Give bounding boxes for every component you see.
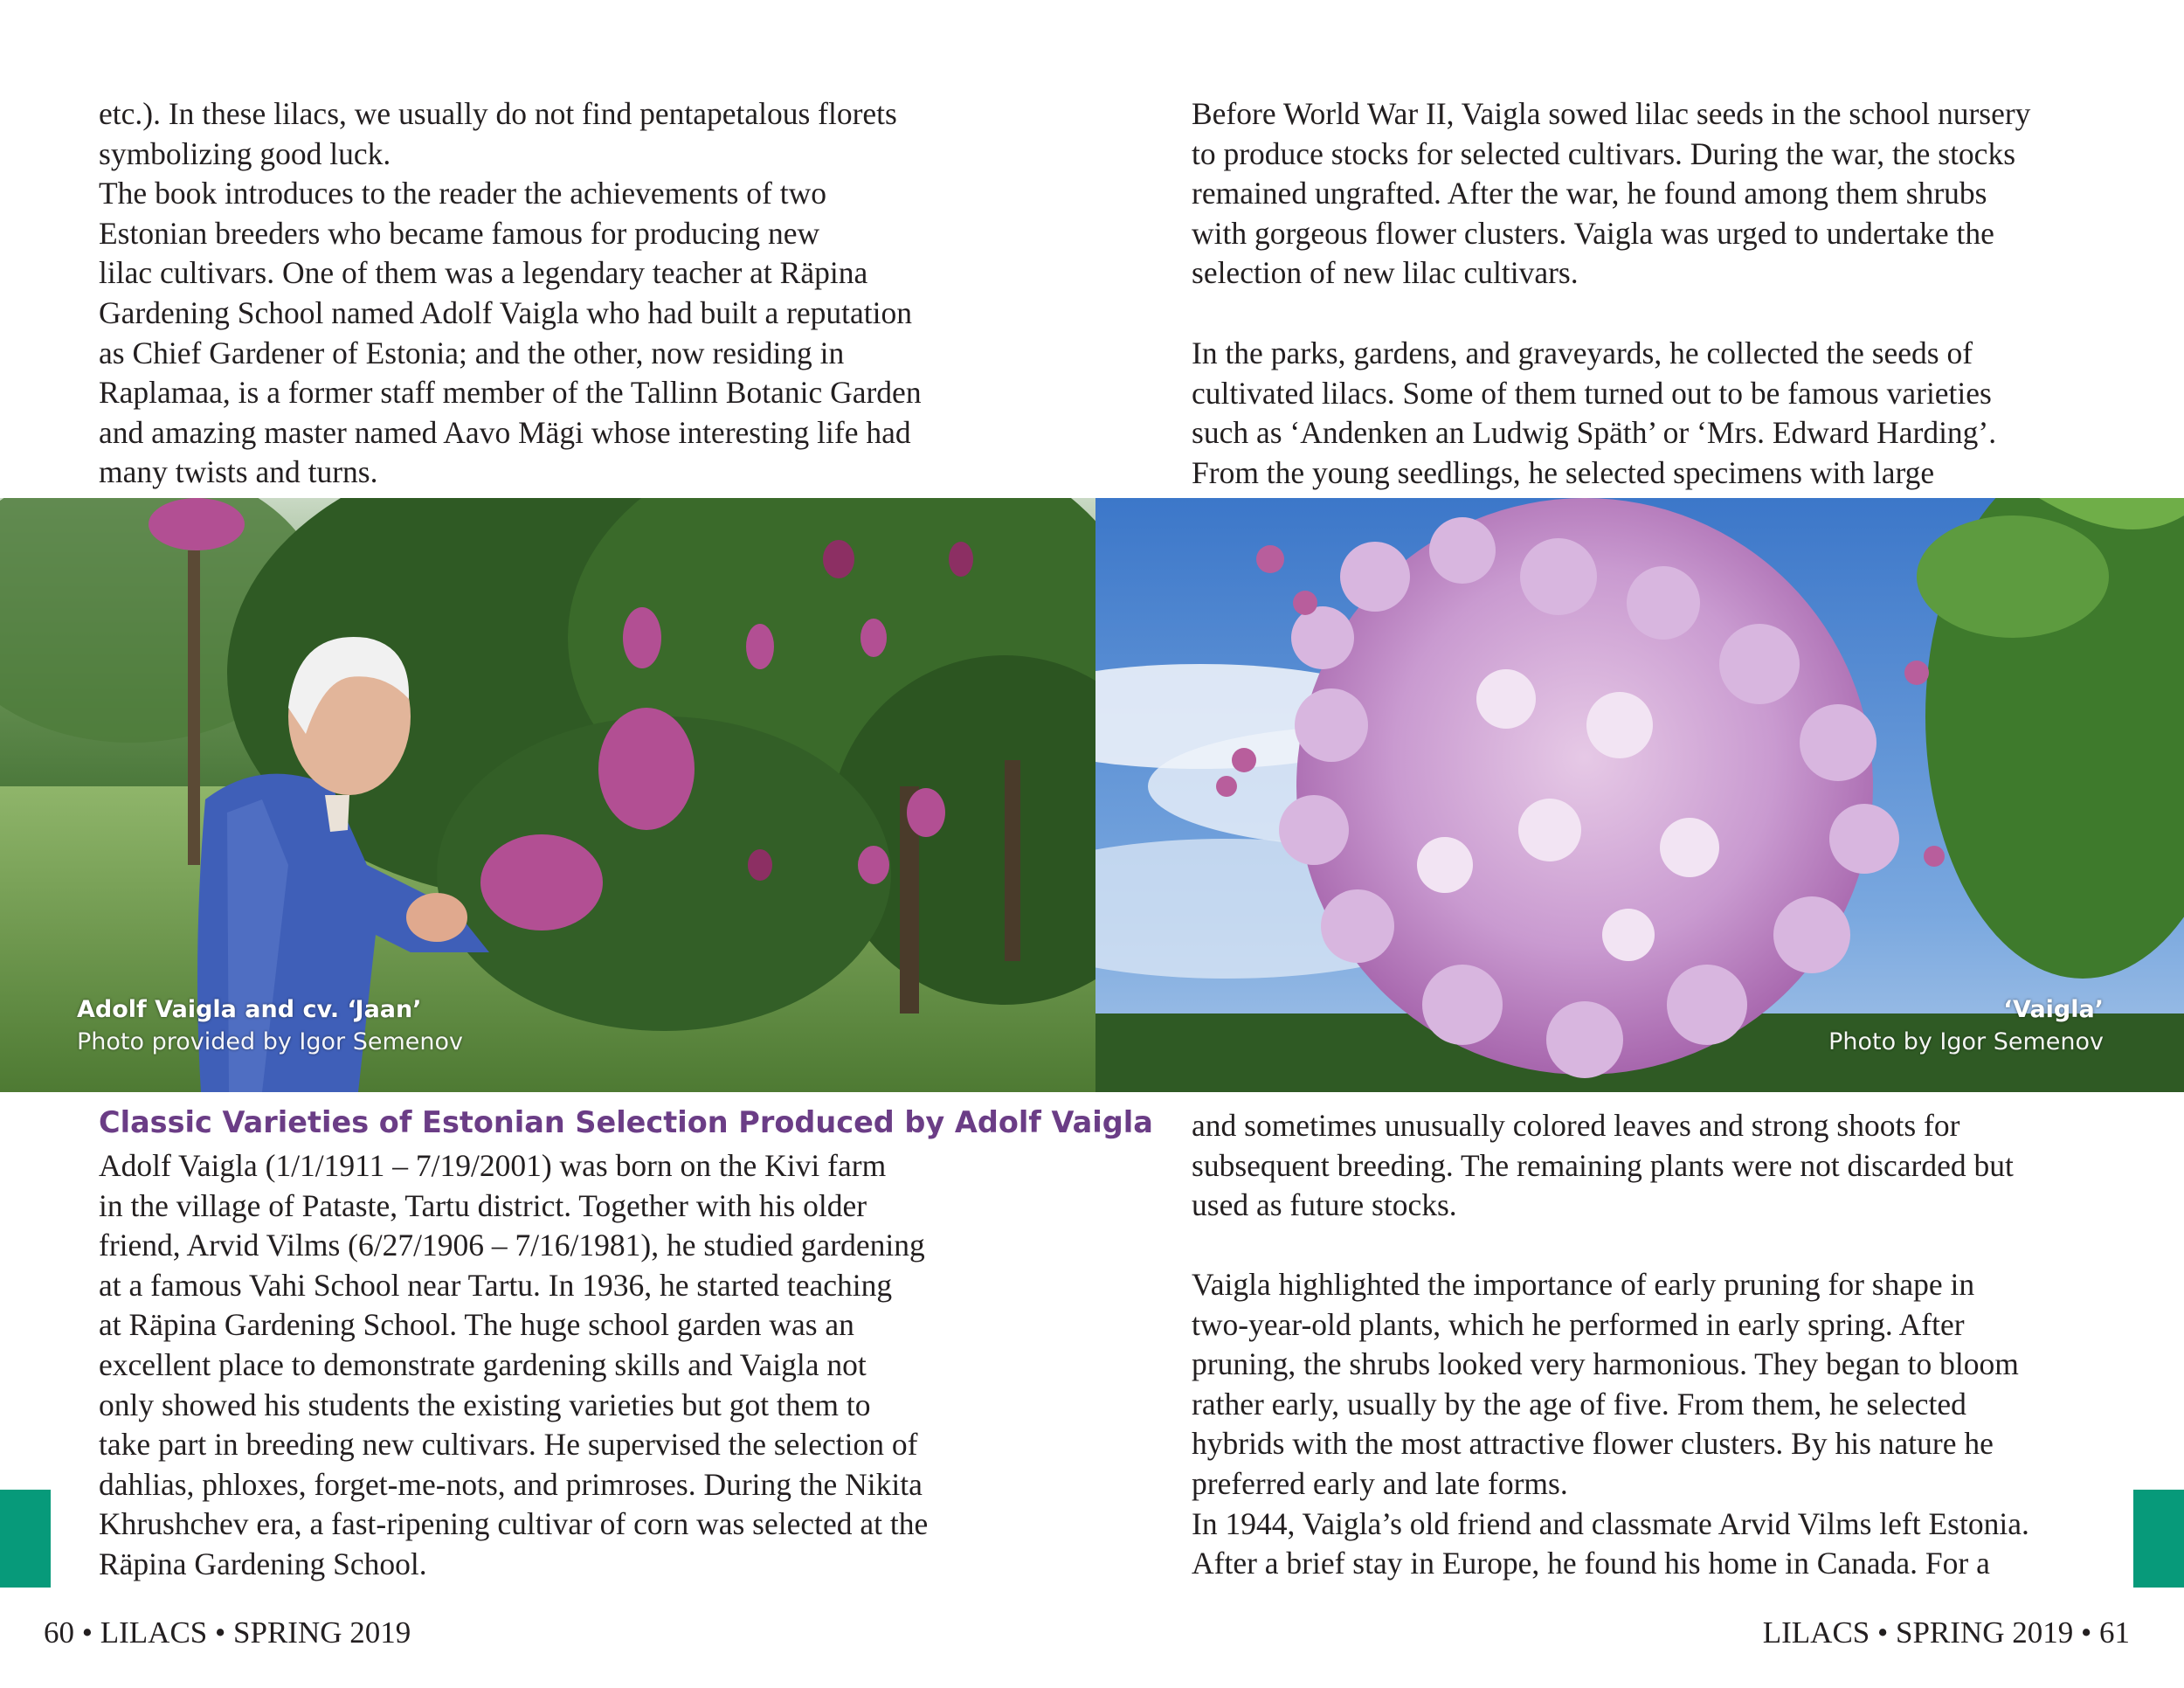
text-line: Khrushchev era, a fast-ripening cultivar of corn was selected at the [99,1506,929,1542]
caption-credit: Photo provided by Igor Semenov [77,1028,463,1055]
text-line: in the village of Pataste, Tartu district. Together with his older [99,1187,867,1223]
text-line: Gardening School named Adolf Vaigla who had built a reputation [99,294,913,330]
text-line: hybrids with the most attractive flower clusters. By his nature he [1192,1426,1994,1462]
text-line: take part in breeding new cultivars. He supervised the selection of [99,1427,918,1463]
right-bottom-paragraph-1 [1192,1106,2014,1226]
text-line: at a famous Vahi School near Tartu. In 1936, he started teaching [99,1267,893,1303]
text-line: Vaigla highlighted the importance of early pruning for shape in [1192,1267,1975,1302]
text-line: to produce stocks for selected cultivars. During the war, the stocks [1192,135,2016,171]
text-line: and amazing master named Aavo Mägi whose interesting life had [99,414,911,450]
text-line: only showed his students the existing varieties but got them to [99,1387,871,1422]
text-line: many twists and turns. [99,454,378,490]
left-bottom-paragraph [99,1146,928,1585]
left-top-paragraph [99,94,922,493]
text-line: cultivated lilacs. Some of them turned out to be famous varieties [1192,375,1992,411]
text-line: pruning, the shrubs looked very harmonious. They began to bloom [1192,1346,2019,1382]
text-line: remained ungrafted. After the war, he found among them shrubs [1192,176,1987,211]
right-bottom-paragraph-2 [1192,1265,2029,1584]
right-top-paragraph-2 [1192,334,1996,493]
text-line: used as future stocks. [1192,1187,1457,1223]
photo-adolf-vaigla [0,498,1095,1092]
right-top-paragraph-1 [1192,94,2030,294]
text-line: In the parks, gardens, and graveyards, he collected the seeds of [1192,336,1973,370]
text-line: Estonian breeders who became famous for producing new [99,215,820,251]
section-heading: Classic Varieties of Estonian Selection Produced by Adolf Vaigla [99,1105,1153,1139]
text-line: lilac cultivars. One of them was a legendary teacher at Räpina [99,255,868,291]
text-line: Räpina Gardening School. [99,1546,427,1581]
text-line: as Chief Gardener of Estonia; and the other, now residing in [99,335,845,370]
left-page-folio: 60 • LILACS • SPRING 2019 [44,1615,411,1650]
photo-vaigla-lilac [1095,498,2184,1092]
text-line: symbolizing good luck. [99,135,391,171]
text-line: Raplamaa, is a former staff member of the Tallinn Botanic Garden [99,375,922,411]
right-photo-caption [1828,993,2104,1058]
left-photo-caption [77,993,463,1058]
right-page-folio: LILACS • SPRING 2019 • 61 [1762,1615,2130,1650]
text-line: Adolf Vaigla (1/1/1911 – 7/19/2001) was born on the Kivi farm [99,1148,887,1183]
text-line: The book introduces to the reader the achievements of two [99,176,826,211]
text-line: two-year-old plants, which he performed in early spring. After [1192,1306,1965,1342]
text-line: with gorgeous flower clusters. Vaigla was urged to undertake the [1192,215,1994,251]
text-line: After a brief stay in Europe, he found his home in Canada. For a [1192,1546,1990,1581]
caption-title: ‘Vaigla’ [2003,996,2104,1023]
text-line: such as ‘Andenken an Ludwig Späth’ or ‘Mrs. Edward Harding’. [1192,415,1997,451]
text-line: preferred early and late forms. [1192,1465,1568,1501]
text-line: dahlias, phloxes, forget-me-nots, and primroses. During the Nikita [99,1466,923,1502]
text-line: excellent place to demonstrate gardening skills and Vaigla not [99,1346,867,1382]
text-line: In 1944, Vaigla’s old friend and classmate Arvid Vilms left Estonia. [1192,1505,2029,1541]
text-line: friend, Arvid Vilms (6/27/1906 – 7/16/1981), he studied gardening [99,1228,925,1263]
text-line: selection of new lilac cultivars. [1192,255,1579,291]
text-line: From the young seedlings, he selected specimens with large [1192,454,1935,490]
right-page-edge-tab [2133,1490,2184,1588]
text-line: etc.). In these lilacs, we usually do not find pentapetalous florets [99,96,897,131]
caption-title: Adolf Vaigla and cv. ‘Jaan’ [77,996,422,1023]
text-line: at Räpina Gardening School. The huge school garden was an [99,1307,854,1343]
left-page-edge-tab [0,1490,51,1588]
text-line: Before World War II, Vaigla sowed lilac seeds in the school nursery [1192,96,2031,131]
caption-credit: Photo by Igor Semenov [1828,1028,2104,1055]
text-line: subsequent breeding. The remaining plants were not discarded but [1192,1147,2014,1183]
text-line: rather early, usually by the age of five. From them, he selected [1192,1386,1966,1422]
text-line: and sometimes unusually colored leaves and strong shoots for [1192,1108,1960,1143]
